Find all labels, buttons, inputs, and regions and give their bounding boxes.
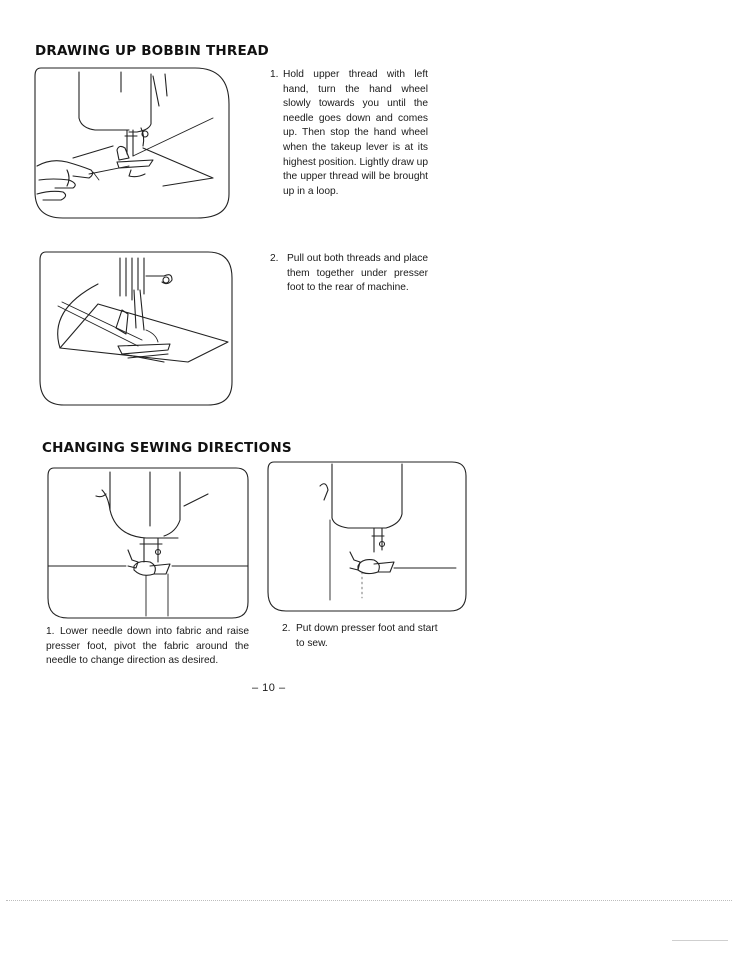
section-heading-bobbin: DRAWING UP BOBBIN THREAD (35, 43, 269, 59)
step-number: 1. (46, 626, 55, 637)
illustration-pivot-fabric (46, 466, 250, 621)
step-directions-2 (282, 622, 442, 651)
illustration-foot-down (266, 460, 468, 613)
step-text: Hold upper thread with left hand, turn the hand wheel slowly towards you until the needle goes down and comes up. Then stop the hand wheel when the takeup lever is at its highest position. Lightly draw up the upper thread will be brought up in a loop. (283, 69, 428, 197)
scan-rule (672, 940, 728, 941)
illustration-threads-under-foot (38, 250, 234, 407)
step-text: Pull out both threads and place them together under presser foot to the rear of machine. (287, 253, 428, 294)
illustration-drawing-up-thread (33, 66, 231, 220)
step-number: 1. (270, 69, 279, 80)
step-text: Put down presser foot and start to sew. (296, 623, 438, 649)
step-number: 2. (282, 623, 291, 634)
step-directions-1 (46, 625, 249, 669)
step-number: 2. (270, 253, 279, 264)
step-bobbin-1 (270, 68, 428, 199)
step-bobbin-2 (270, 252, 428, 296)
section-heading-directions: CHANGING SEWING DIRECTIONS (42, 440, 292, 456)
page-number: – 10 – (252, 682, 286, 694)
step-text: Lower needle down into fabric and raise presser foot, pivot the fabric around the needle to change direction as desired. (46, 626, 249, 667)
scan-rule (6, 900, 732, 901)
